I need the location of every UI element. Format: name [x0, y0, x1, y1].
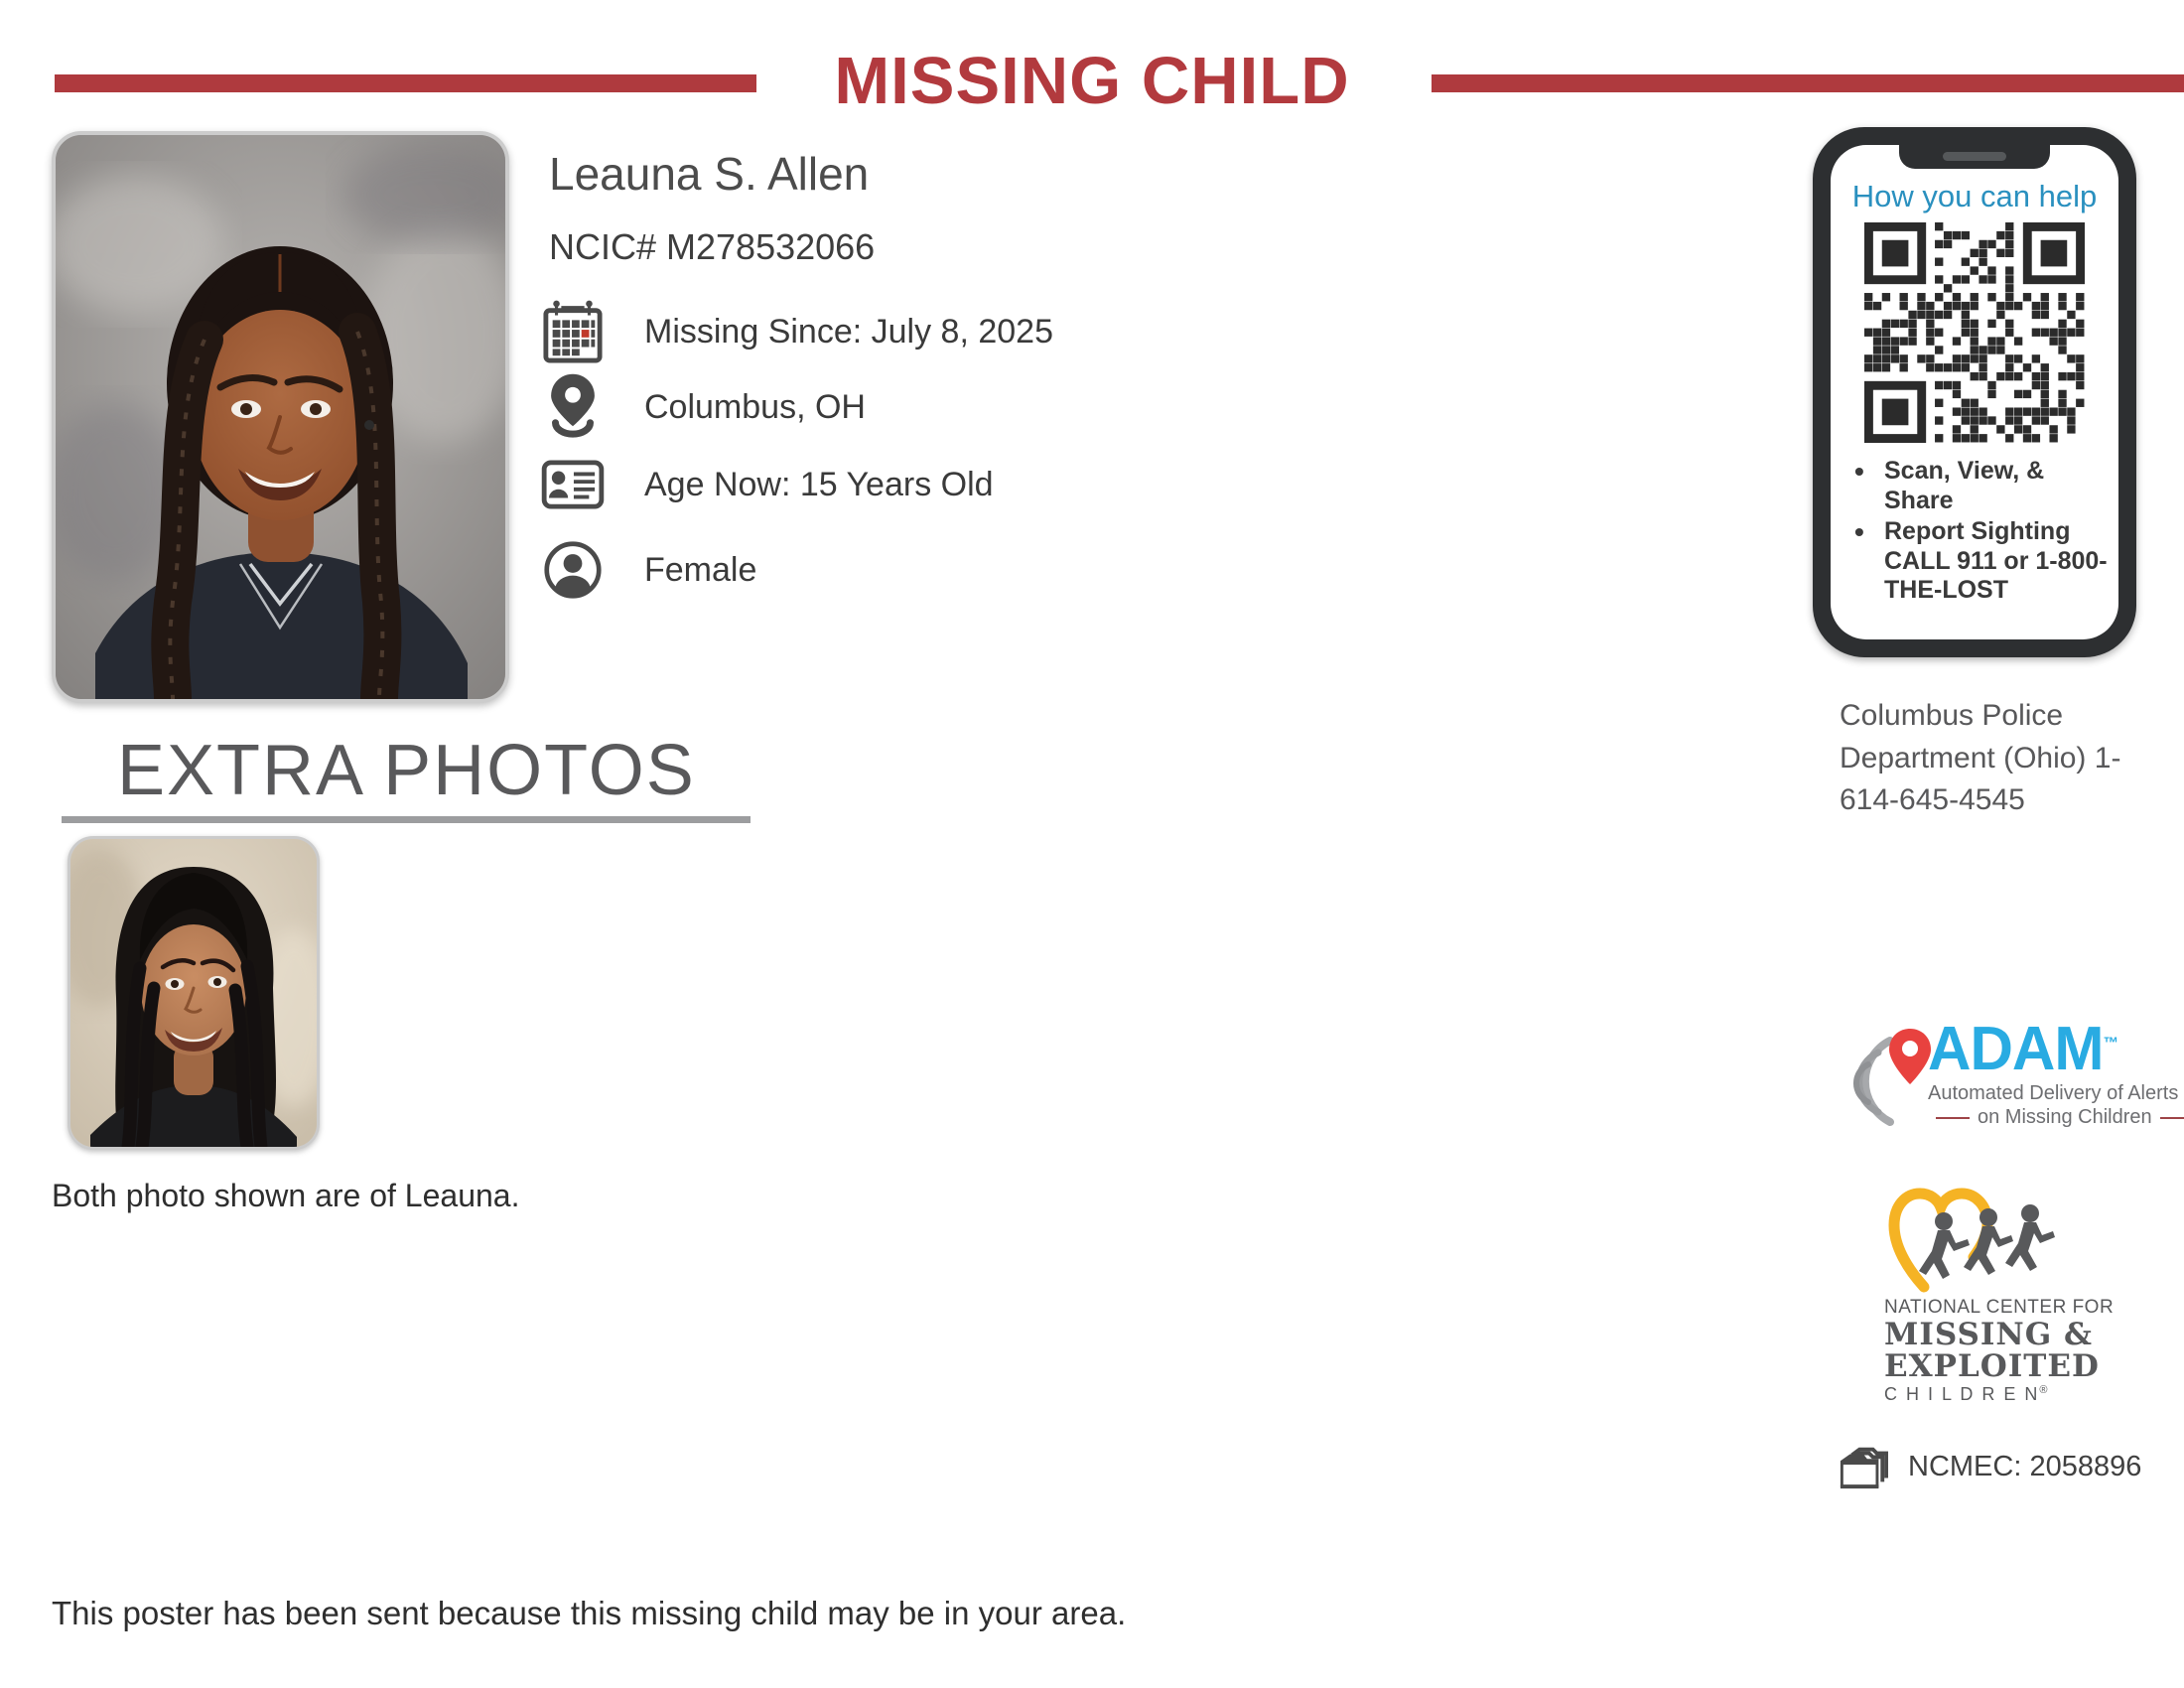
phone-screen	[1831, 145, 2118, 639]
qr-code	[1864, 222, 2085, 443]
primary-photo	[52, 131, 509, 703]
location-pin-icon	[541, 369, 605, 445]
registered-mark: ®	[2039, 1384, 2050, 1397]
help-bullets	[1839, 457, 2111, 608]
ncmec-logo-art	[1886, 1184, 2071, 1293]
calendar-icon	[541, 294, 605, 369]
detail-sex	[541, 532, 756, 608]
adam-trademark: ™	[2103, 1035, 2119, 1053]
adam-tagline-1: Automated Delivery of Alerts	[1928, 1082, 2179, 1104]
ncmec-line-1: NATIONAL CENTER FOR	[1884, 1297, 2115, 1318]
footer-note: This poster has been sent because this missing child may be in your area.	[52, 1595, 1127, 1631]
adam-logo-text	[1928, 1015, 2184, 1129]
ncmec-logo	[1884, 1184, 2115, 1405]
child-name: Leauna S. Allen	[549, 148, 870, 200]
ncmec-case-row	[1835, 1442, 2141, 1491]
gender-icon	[541, 532, 605, 608]
extra-photo-illustration	[70, 839, 317, 1147]
location-text: Columbus, OH	[644, 387, 866, 426]
extra-photos-heading: EXTRA PHOTOS	[117, 731, 696, 810]
ncic-number: NCIC# M278532066	[549, 226, 876, 267]
age-text: Age Now: 15 Years Old	[644, 465, 994, 503]
adam-logo	[1825, 1015, 2179, 1132]
primary-photo-illustration	[56, 135, 505, 699]
adam-tagline-2: on Missing Children	[1928, 1106, 2184, 1129]
ncmec-case-number: NCMEC: 2058896	[1908, 1450, 2142, 1482]
extra-photos-rule	[62, 816, 751, 823]
tagline-dash-right	[2160, 1117, 2184, 1119]
adam-wordmark: ADAM™	[1928, 1015, 2119, 1083]
detail-age	[541, 447, 994, 522]
bullet-report: • Report Sighting CALL 911 or 1-800-THE-LOST	[1854, 517, 2111, 606]
sex-text: Female	[644, 550, 757, 589]
detail-missing-since	[541, 294, 1053, 369]
extra-photo	[68, 836, 320, 1150]
help-heading: How you can help	[1851, 179, 2098, 213]
tagline-dash-left	[1936, 1117, 1970, 1119]
detail-location	[541, 369, 866, 445]
folders-icon	[1835, 1442, 1892, 1491]
ncmec-line-4: C H I L D R E N®	[1884, 1384, 2050, 1405]
adam-logo-art	[1825, 1025, 1942, 1132]
agency-contact: Columbus Police Department (Ohio) 1-614-645-4545	[1840, 699, 2121, 817]
bullet-scan: • Scan, View, & Share	[1854, 457, 2111, 515]
photo-caption: Both photo shown are of Leauna.	[52, 1178, 520, 1213]
phone-graphic	[1813, 127, 2136, 657]
header-rule-right	[1432, 74, 2184, 92]
phone-notch	[1899, 141, 2050, 169]
ncmec-line-3: EXPLOITED	[1884, 1348, 2100, 1385]
ncmec-line-2: MISSING &	[1884, 1317, 2094, 1352]
id-card-icon	[541, 447, 605, 522]
missing-since-text: Missing Since: July 8, 2025	[644, 312, 1053, 351]
phone-speaker	[1943, 152, 2006, 161]
poster-title: MISSING CHILD	[834, 44, 1350, 118]
